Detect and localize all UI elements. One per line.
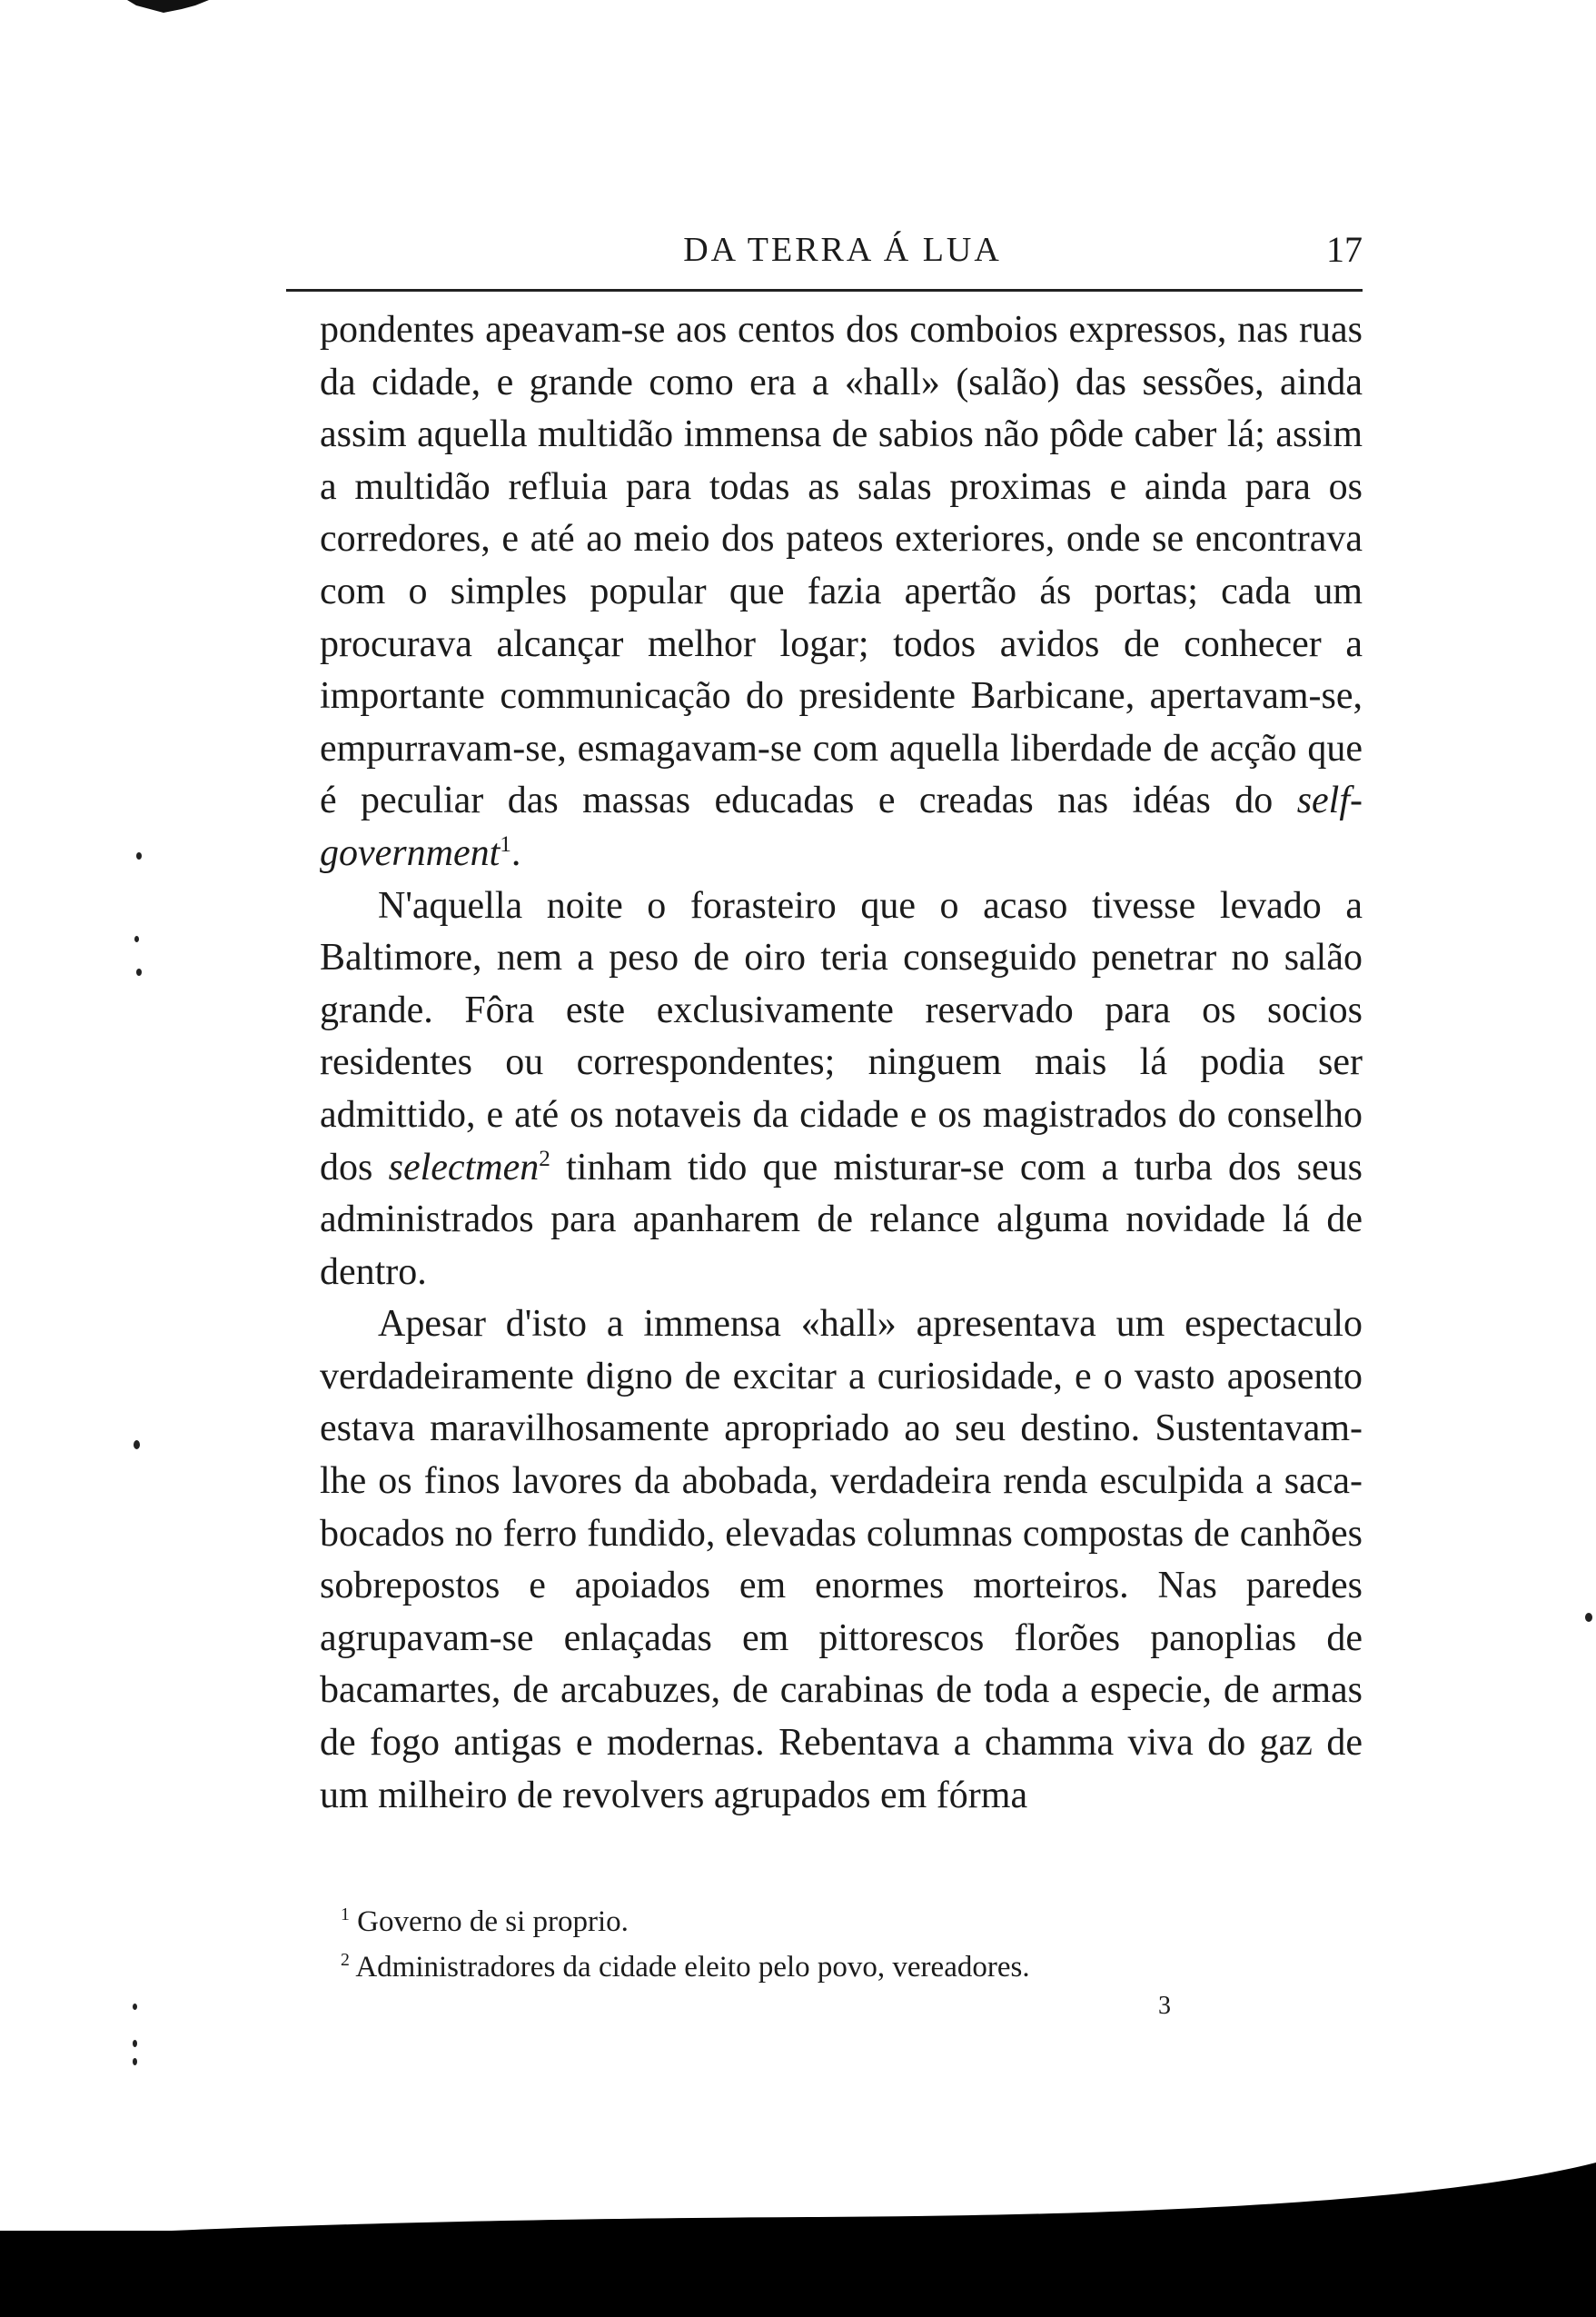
body-text [320, 304, 1363, 1822]
scan-speck [134, 936, 139, 942]
running-title: DA TERRA Á LUA [683, 231, 1002, 269]
footnote-ref: 2 [539, 1146, 550, 1171]
paragraph-3: Apesar d'isto a immensa «hall» apresentava um espectaculo verdadeiramente digno de excitar a curiosidade, e o vasto aposento estava maravilhosamente apropriado ao seu destino. Sustentavam-lhe os finos lavores da abobada, verdadeira renda esculpida a saca-bocados no ferro fundido, elevadas columnas compostas de canhões sobrepostos e apoiados em enormes morteiros. Nas paredes agrupavam-se enlaçadas em pittorescos florões panoplias de bacamartes, de arcabuzes, de carabinas de toda a especie, de armas de fogo antigas e modernas. Rebentava a chamma viva do gaz de um milheiro de revolvers agrupados em fórma [320, 1303, 1363, 1816]
scan-speck [133, 2004, 137, 2010]
scan-speck [1585, 1613, 1592, 1622]
italic-term: selectmen [388, 1146, 540, 1188]
italic-term: self-government [320, 780, 1363, 874]
footnote-2: $^2$ Administradores da cidade eleito pelo povo, vereadores. [341, 1950, 1030, 1984]
running-header [322, 227, 1363, 282]
scan-speck [136, 852, 142, 860]
footnote-ref: 1 [500, 831, 511, 857]
scan-bottom-band [0, 2231, 1596, 2317]
scan-speck [133, 2058, 137, 2065]
scan-corner-artifact [109, 0, 218, 27]
page-number: 17 [1326, 229, 1363, 270]
signature-mark: 3 [1158, 1992, 1171, 2020]
scan-speck [136, 969, 142, 976]
scan-speck [134, 1440, 140, 1449]
footnote-1: $^1$ Governo de si proprio. [341, 1904, 629, 1938]
paragraph-2: N'aquella noite o forasteiro que o acaso tivesse levado a Baltimore, nem a peso de oiro teria conseguido penetrar no salão grande. Fôra este exclusivamente reservado para os socios residentes ou correspondentes; ninguem mais lá podia ser admittido, e até os notaveis da cidade e os magistrados do conselho dos selectmen$^2$ tinham tido que misturar-se com a turba dos seus administrados para apanharem de relance alguma novidade lá de dentro. [320, 884, 1363, 1293]
footnotes [341, 1899, 1249, 1990]
header-rule [286, 289, 1363, 292]
paragraph-1: pondentes apeavam-se aos centos dos comboios expressos, nas ruas da cidade, e grande como era a «hall» (salão) das sessões, ainda assim aquella multidão immensa de sabios não pôde caber lá; assim a multidão refluia para todas as salas proximas e ainda para os corredores, e até ao meio dos pateos exteriores, onde se encontrava com o simples popular que fazia apertão ás portas; cada um procurava alcançar melhor logar; todos avidos de conhecer a importante communicação do presidente Barbicane, apertavam-se, empurravam-se, esmagavam-se com aquella liberdade de acção que é peculiar das massas educadas e creadas nas idéas do self-government$^1$. [320, 309, 1363, 874]
scan-speck [133, 2040, 137, 2047]
